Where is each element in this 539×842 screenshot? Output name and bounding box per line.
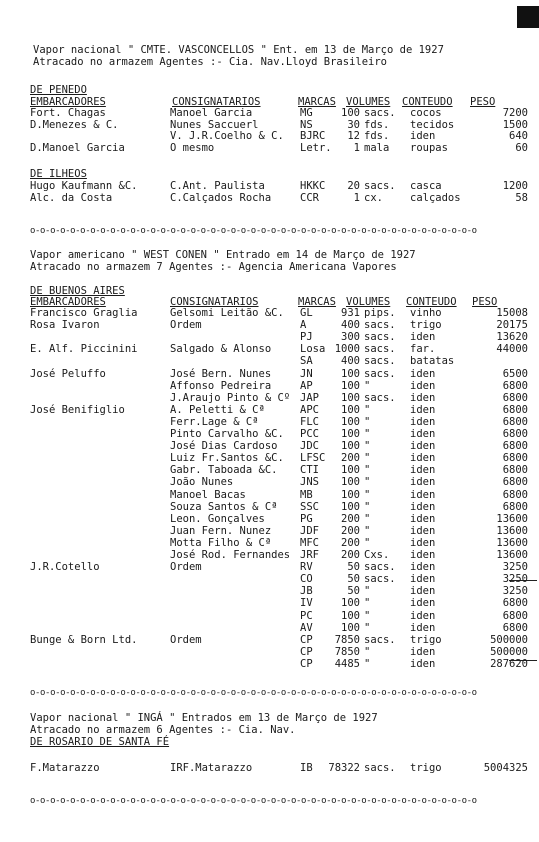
shipper-cell: Rosa Ivaron (30, 319, 100, 332)
marca-cell: RV (300, 561, 313, 574)
marca-cell: CO (300, 573, 313, 586)
conteudo-cell: iden (410, 609, 436, 622)
atracado-line: Atracado no armazem 6 Agentes :- Cia. Nav. (30, 724, 296, 736)
unit-cell: " (364, 428, 371, 440)
conteudo-cell: trigo (410, 762, 442, 774)
unit-cell: cx. (364, 191, 383, 204)
volumes-cell: 931 (341, 307, 360, 319)
shipper-cell: Alc. da Costa (30, 191, 113, 204)
conteudo-cell: vinho (410, 307, 442, 319)
peso-cell: 15008 (496, 307, 528, 319)
shipper-cell: José Peluffo (30, 367, 106, 380)
shipper-cell: F.Matarazzo (30, 762, 100, 774)
peso-cell: 44000 (496, 343, 528, 356)
volumes-cell: 100 (341, 597, 360, 610)
origin-heading: DE ROSARIO DE SANTA FÉ (30, 736, 170, 748)
unit-cell: sacs. (364, 319, 396, 332)
marca-cell: Letr. (300, 141, 332, 154)
marca-cell: CP (300, 645, 313, 658)
conteudo-cell: iden (410, 440, 436, 453)
consignee-cell: Ordem (170, 561, 202, 574)
peso-cell: 13620 (496, 331, 528, 344)
shipper-cell: José Benifiglio (30, 403, 125, 416)
peso-cell: 6800 (502, 597, 528, 610)
col-embarcadores: EMBARCADORES (30, 96, 106, 108)
origin-heading: DE PENEDO (30, 84, 87, 96)
marca-cell: JB (300, 585, 313, 598)
volumes-cell: 100 (341, 107, 360, 119)
peso-cell: 6800 (502, 476, 528, 489)
marca-cell: APC (300, 403, 319, 416)
marca-cell: CCR (300, 191, 319, 204)
volumes-cell: 100 (341, 621, 360, 634)
col-volumes: VOLUMES (346, 296, 391, 308)
marca-cell: JAP (300, 391, 319, 404)
peso-cell: 6800 (502, 621, 528, 634)
peso-cell: 13600 (496, 524, 528, 537)
consignee-cell: Leon. Gonçalves (170, 512, 265, 525)
conteudo-cell: trigo (410, 319, 442, 332)
conteudo-cell: iden (410, 379, 436, 392)
marca-cell: PJ (300, 331, 313, 344)
peso-cell: 58 (515, 191, 528, 204)
conteudo-cell: iden (410, 512, 436, 525)
peso-cell: 3250 (502, 585, 528, 598)
shipper-cell: Bunge & Born Ltd. (30, 633, 138, 646)
conteudo-cell: iden (410, 488, 436, 501)
unit-cell: " (364, 379, 371, 392)
marca-cell: JN (300, 367, 313, 380)
col-marcas: MARCAS (298, 296, 336, 308)
consignee-cell: Nunes Saccuerl (170, 118, 259, 131)
unit-cell: sacs. (364, 331, 396, 344)
conteudo-cell: iden (410, 657, 436, 670)
marca-cell: MG (300, 107, 313, 119)
volumes-cell: 200 (341, 536, 360, 549)
conteudo-cell: iden (410, 452, 436, 465)
conteudo-cell: iden (410, 476, 436, 489)
consignee-cell: C.Ant. Paulista (170, 180, 265, 192)
consignee-cell: V. J.R.Coelho & C. (170, 130, 284, 143)
consignee-cell: Ordem (170, 633, 202, 646)
unit-cell: " (364, 609, 371, 622)
consignee-cell: A. Peletti & Cª (170, 403, 265, 416)
peso-cell: 6800 (502, 440, 528, 453)
unit-cell: " (364, 476, 371, 489)
consignee-cell: O mesmo (170, 141, 215, 154)
vapor-line: Vapor nacional " CMTE. VASCONCELLOS " Ent. em 13 de Março de 1927 (33, 44, 444, 56)
unit-cell: sacs. (364, 107, 396, 119)
consignee-cell: Affonso Pedreira (170, 379, 272, 392)
unit-cell: sacs. (364, 343, 396, 356)
consignee-cell: Pinto Carvalho &C. (170, 428, 284, 440)
marca-cell: IB (300, 762, 313, 774)
peso-cell: 287620 (490, 657, 528, 670)
unit-cell: " (364, 500, 371, 513)
volumes-cell: 78322 (328, 762, 360, 774)
peso-cell: 6800 (502, 403, 528, 416)
consignee-cell: Luiz Fr.Santos &C. (170, 452, 284, 465)
marca-cell: MB (300, 488, 313, 501)
conteudo-cell: iden (410, 391, 436, 404)
conteudo-cell: batatas (410, 355, 455, 368)
marca-cell: BJRC (300, 130, 326, 143)
marca-cell: MFC (300, 536, 319, 549)
conteudo-cell: iden (410, 585, 436, 598)
volumes-cell: 100 (341, 500, 360, 513)
peso-cell: 6800 (502, 488, 528, 501)
vapor-line: Vapor americano " WEST CONEN " Entrado em 14 de Março de 1927 (30, 249, 416, 261)
unit-cell: " (364, 621, 371, 634)
col-conteudo: CONTEUDO (406, 296, 457, 308)
volumes-cell: 1000 (334, 343, 360, 356)
volumes-cell: 100 (341, 403, 360, 416)
unit-cell: sacs. (364, 573, 396, 586)
consignee-cell: J.Araujo Pinto & Cº (170, 391, 291, 404)
atracado-line: Atracado no armazem 7 Agentes :- Agencia Americana Vapores (30, 261, 397, 273)
volumes-cell: 100 (341, 440, 360, 453)
shipper-cell: J.R.Cotello (30, 561, 100, 574)
col-conteudo: CONTEUDO (402, 96, 453, 108)
marca-cell: FLC (300, 415, 319, 428)
conteudo-cell: iden (410, 403, 436, 416)
volumes-cell: 200 (341, 524, 360, 537)
marca-cell: JDC (300, 440, 319, 453)
col-consignatarios: CONSIGNATARIOS (172, 96, 261, 108)
shipper-cell: D.Manoel Garcia (30, 141, 125, 154)
volumes-cell: 400 (341, 319, 360, 332)
conteudo-cell: iden (410, 428, 436, 440)
unit-cell: " (364, 440, 371, 453)
marca-cell: PCC (300, 428, 319, 440)
peso-cell: 640 (509, 130, 528, 143)
unit-cell: sacs. (364, 180, 396, 192)
unit-cell: " (364, 452, 371, 465)
conteudo-cell: trigo (410, 633, 442, 646)
consignee-cell: José Dias Cardoso (170, 440, 278, 453)
volumes-cell: 30 (347, 118, 360, 131)
conteudo-cell: iden (410, 536, 436, 549)
unit-cell: sacs. (364, 367, 396, 380)
peso-cell: 20175 (496, 319, 528, 332)
unit-cell: " (364, 657, 371, 670)
volumes-cell: 50 (347, 573, 360, 586)
unit-cell: " (364, 597, 371, 610)
peso-cell: 60 (515, 141, 528, 154)
volumes-cell: 200 (341, 512, 360, 525)
peso-cell: 13600 (496, 512, 528, 525)
separator-line: o-o-o-o-o-o-o-o-o-o-o-o-o-o-o-o-o-o-o-o-o-o-o-o-o-o-o-o-o-o-o-o-o-o-o-o-o-o-o-o-o-o-o-o-o (30, 226, 477, 236)
unit-cell: " (364, 415, 371, 428)
volumes-cell: 1 (353, 141, 360, 154)
conteudo-cell: iden (410, 331, 436, 344)
marca-cell: CTI (300, 464, 319, 477)
marca-cell: LFSC (300, 452, 326, 465)
conteudo-cell: iden (410, 500, 436, 513)
conteudo-cell: iden (410, 464, 436, 477)
consignee-cell: Gelsomi Leitão &C. (170, 307, 284, 319)
marca-cell: HKKC (300, 180, 326, 192)
unit-cell: fds. (364, 118, 390, 131)
unit-cell: " (364, 645, 371, 658)
consignee-cell: Manoel Bacas (170, 488, 246, 501)
peso-cell: 13600 (496, 536, 528, 549)
peso-cell: 3250 (502, 561, 528, 574)
marca-cell: GL (300, 307, 313, 319)
conteudo-cell: iden (410, 549, 436, 561)
consignee-cell: Salgado & Alonso (170, 343, 272, 356)
consignee-cell: C.Calçados Rocha (170, 191, 272, 204)
marca-cell: NS (300, 118, 313, 131)
marca-cell: JNS (300, 476, 319, 489)
volumes-cell: 100 (341, 609, 360, 622)
consignee-cell: Ferr.Lage & Cª (170, 415, 259, 428)
consignee-cell: Motta Filho & Cª (170, 536, 272, 549)
consignee-cell: João Nunes (170, 476, 234, 489)
unit-cell: sacs. (364, 762, 396, 774)
volumes-cell: 100 (341, 428, 360, 440)
volumes-cell: 100 (341, 464, 360, 477)
peso-cell: 6800 (502, 500, 528, 513)
volumes-cell: 200 (341, 549, 360, 561)
vapor-line: Vapor nacional " INGÁ " Entrados em 13 de Março de 1927 (30, 712, 378, 724)
conteudo-cell: iden (410, 415, 436, 428)
conteudo-cell: tecidos (410, 118, 455, 131)
volumes-cell: 100 (341, 476, 360, 489)
marca-cell: IV (300, 597, 313, 610)
origin-heading: DE ILHEOS (30, 168, 87, 180)
peso-cell: 3250 (502, 573, 528, 586)
atracado-line: Atracado no armazem Agentes :- Cia. Nav.Lloyd Brasileiro (33, 56, 388, 68)
unit-cell: " (364, 512, 371, 525)
peso-cell: 6800 (502, 609, 528, 622)
origin-heading: DE BUENOS AIRES (30, 285, 125, 297)
marca-cell: CP (300, 657, 313, 670)
marca-cell: JRF (300, 549, 319, 561)
col-peso: PESO (472, 296, 498, 308)
marca-cell: SA (300, 355, 313, 368)
separator-line: o-o-o-o-o-o-o-o-o-o-o-o-o-o-o-o-o-o-o-o-o-o-o-o-o-o-o-o-o-o-o-o-o-o-o-o-o-o-o-o-o-o-o-o-o (30, 688, 477, 698)
conteudo-cell: iden (410, 621, 436, 634)
conteudo-cell: roupas (410, 141, 448, 154)
conteudo-cell: iden (410, 524, 436, 537)
col-peso: PESO (470, 96, 496, 108)
peso-cell: 6800 (502, 415, 528, 428)
volumes-cell: 7850 (334, 645, 360, 658)
volumes-cell: 4485 (334, 657, 360, 670)
shipper-cell: Hugo Kaufmann &C. (30, 180, 138, 192)
col-volumes: VOLUMES (346, 96, 391, 108)
marca-cell: PC (300, 609, 313, 622)
unit-cell: " (364, 585, 371, 598)
consignee-cell: Ordem (170, 319, 202, 332)
peso-cell: 13600 (496, 549, 528, 561)
volumes-cell: 20 (347, 180, 360, 192)
consignee-cell: Souza Santos & Cª (170, 500, 278, 513)
peso-cell: 6800 (502, 464, 528, 477)
unit-cell: " (364, 524, 371, 537)
consignee-cell: José Bern. Nunes (170, 367, 272, 380)
peso-cell: 6800 (502, 428, 528, 440)
col-marcas: MARCAS (298, 96, 336, 108)
volumes-cell: 100 (341, 488, 360, 501)
peso-cell: 5004325 (483, 762, 528, 774)
volumes-cell: 300 (341, 331, 360, 344)
consignee-cell: José Rod. Fernandes (170, 549, 291, 561)
unit-cell: " (364, 488, 371, 501)
unit-cell: " (364, 536, 371, 549)
consignee-cell: IRF.Matarazzo (170, 762, 253, 774)
unit-cell: sacs. (364, 561, 396, 574)
unit-cell: " (364, 464, 371, 477)
scan-corner-mark (517, 6, 539, 28)
volumes-cell: 100 (341, 391, 360, 404)
volumes-cell: 12 (347, 130, 360, 143)
shipper-cell: E. Alf. Piccinini (30, 343, 138, 356)
marca-cell: AV (300, 621, 313, 634)
marca-cell: PG (300, 512, 313, 525)
unit-cell: Cxs. (364, 549, 390, 561)
volumes-cell: 200 (341, 452, 360, 465)
marca-cell: JDF (300, 524, 319, 537)
volumes-cell: 50 (347, 585, 360, 598)
col-embarcadores: EMBARCADORES (30, 296, 106, 308)
marca-cell: CP (300, 633, 313, 646)
col-consignatarios: CONSIGNATARIOS (170, 296, 259, 308)
shipper-cell: D.Menezes & C. (30, 118, 119, 131)
peso-cell: 6800 (502, 452, 528, 465)
conteudo-cell: iden (410, 130, 436, 143)
conteudo-cell: calçados (410, 191, 461, 204)
conteudo-cell: iden (410, 573, 436, 586)
volumes-cell: 1 (353, 191, 360, 204)
marca-cell: SSC (300, 500, 319, 513)
marca-cell: A (300, 319, 307, 332)
conteudo-cell: iden (410, 367, 436, 380)
shipper-cell: Francisco Graglia (30, 307, 138, 319)
unit-cell: sacs. (364, 633, 396, 646)
marca-cell: AP (300, 379, 313, 392)
unit-cell: fds. (364, 130, 390, 143)
volumes-cell: 7850 (334, 633, 360, 646)
conteudo-cell: iden (410, 561, 436, 574)
consignee-cell: Manoel Garcia (170, 107, 253, 119)
consignee-cell: Gabr. Taboada &C. (170, 464, 278, 477)
peso-cell: 500000 (490, 633, 528, 646)
unit-cell: mala (364, 141, 390, 154)
shipper-cell: Fort. Chagas (30, 107, 106, 119)
peso-cell: 6800 (502, 379, 528, 392)
conteudo-cell: iden (410, 645, 436, 658)
peso-cell: 1500 (502, 118, 528, 131)
volumes-cell: 100 (341, 379, 360, 392)
volumes-cell: 100 (341, 367, 360, 380)
conteudo-cell: casca (410, 180, 442, 192)
volumes-cell: 100 (341, 415, 360, 428)
conteudo-cell: cocos (410, 107, 442, 119)
unit-cell: pips. (364, 307, 396, 319)
conteudo-cell: far. (410, 343, 436, 356)
peso-cell: 500000 (490, 645, 528, 658)
separator-line: o-o-o-o-o-o-o-o-o-o-o-o-o-o-o-o-o-o-o-o-o-o-o-o-o-o-o-o-o-o-o-o-o-o-o-o-o-o-o-o-o-o-o-o-o (30, 796, 477, 806)
peso-cell: 6800 (502, 391, 528, 404)
consignee-cell: Juan Fern. Nunez (170, 524, 272, 537)
conteudo-cell: iden (410, 597, 436, 610)
unit-cell: " (364, 403, 371, 416)
unit-cell: sacs. (364, 355, 396, 368)
peso-cell: 7200 (502, 107, 528, 119)
unit-cell: sacs. (364, 391, 396, 404)
volumes-cell: 400 (341, 355, 360, 368)
peso-cell: 1200 (502, 180, 528, 192)
volumes-cell: 50 (347, 561, 360, 574)
marca-cell: Losa (300, 343, 326, 356)
peso-cell: 6500 (502, 367, 528, 380)
